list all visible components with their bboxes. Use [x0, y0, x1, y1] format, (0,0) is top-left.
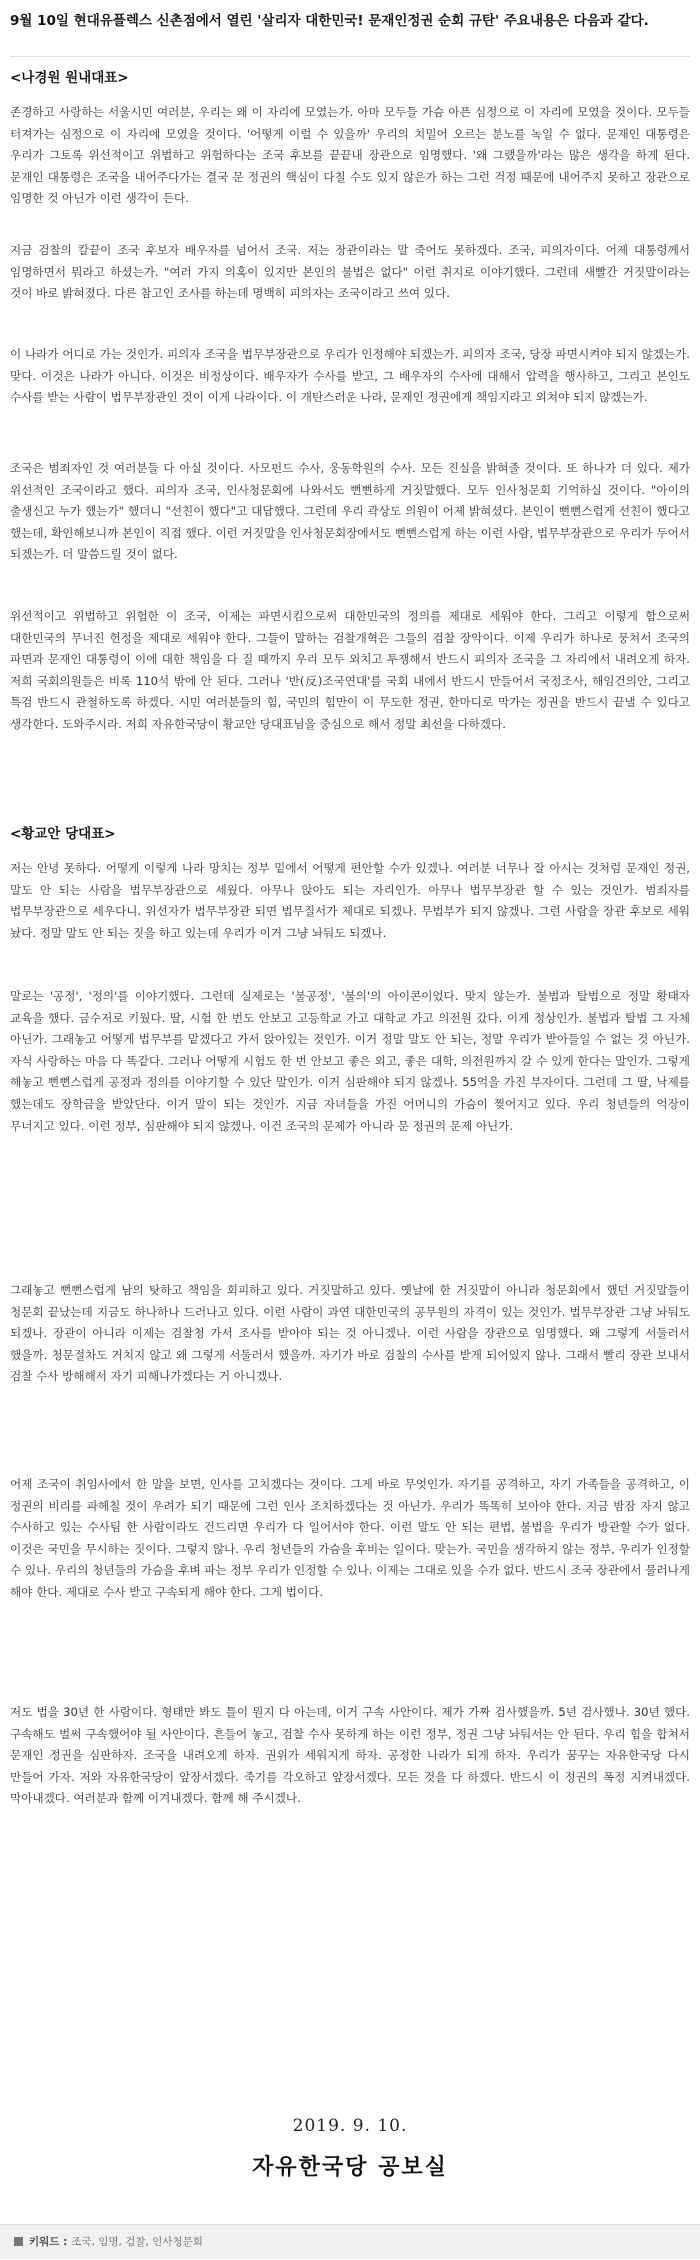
paragraph: 어제 조국이 취임사에서 한 말을 보면, 인사를 고치겠다는 것이다. 그게 바로 무엇인가. 자기를 공격하고, 자기 가족들을 공격하고, 이 정권의 비리를 파헤칠 것이 우려가 되기 때문에 그런 인사 조치하겠다는 것 아닌가. 우리가 똑똑히 보아야 한다. 지금 밤잠 자지 않고 수사하고 있는 수사팀 한 사람이라도 건드리면 우리가 다 일어서야 한다. 이런 말도 안 되는 편법, 불법을 우리가 방관할 수가 없다. 이것은 국민을 무시하는 짓이다. 그렇지 않나. 우리 청년들의 가슴을 후비는 일이다. 맞는가. 국민을 생각하지 않는 정부, 우리가 인정할 수 있나. 우리의 청년들의 가슴을 후벼 파는 정부 우리가 인정할 수 있나. 이제는 그대로 있을 수가 없다. 반드시 조국 장관에서 물러나게 해야 한다. 제대로 수사 받고 구속되게 해야 한다. 그게 법이다. [10, 1477, 690, 1599]
keywords-bar [0, 2224, 700, 2259]
section-title-na: <나경원 원내대표> [10, 70, 129, 86]
release-date: 2019. 9. 10. [292, 2116, 408, 2136]
tag-icon [14, 2237, 23, 2246]
keywords-values: 조국, 임명, 검찰, 인사청문회 [71, 2236, 203, 2248]
paragraph: 조국은 범죄자인 것 여러분들 다 아실 것이다. 사모펀드 수사, 웅동학원의 수사. 모든 진실을 밝혀줄 것이다. 또 하나가 더 있다. 제가 위선적인 조국이라고 했다. 피의자 조국, 인사청문회에 나와서도 뻔뻔하게 거짓말했다. 모두 인사청문회 기억하실 것이다. "아이의 출생신고 누가 했는가" 했더니 "선친이 했다"고 대답했다. 그런데 우리 곽상도 의원이 어제 밝혀셨다. 본인이 뻔뻔스럽게 선친이 했다고 했는데, 확인해보니까 본인이 직접 했다. 이런 거짓말을 인사청문회장에서도 뻔뻔스럽게 하는 이런 사람, 법무부장관으로 우리가 두어서 되겠는가. 더 말씀드릴 것이 없다. [10, 461, 690, 562]
intro-text: 9월 10일 현대유플렉스 신촌점에서 열린 '살리자 대한민국! 문재인정권 순회 규탄' 주요내용은 다음과 같다. [10, 13, 649, 29]
section-title-hwang: <황교안 당대표> [10, 826, 116, 842]
paragraph: 이 나라가 어디로 가는 것인가. 피의자 조국을 법무부장관으로 우리가 인정해야 되겠는가. 피의자 조국, 당장 파면시켜야 되지 않겠는가. 맞다. 이것은 나라가 아니다. 이것은 비정상이다. 배우자가 수사를 받고, 그 배우자의 수사에 대해서 압력을 행사하고, 그리고 본인도 수사를 받는 사람이 법무부장관인 것이 이게 나라이다. 이 개탄스러운 나라, 문재인 정권에게 책임지라고 외쳐야 되지 않겠는가. [10, 347, 690, 405]
issuing-office: 자유한국당 공보실 [252, 2155, 448, 2180]
paragraph: 위선적이고 위법하고 위험한 이 조국, 이제는 파면시킴으로써 대한민국의 정의를 제대로 세워야 한다. 그리고 이렇게 함으로써 대한민국의 무너진 헌정을 제대로 세워야 한다. 그들이 말하는 검찰개혁은 그들의 검찰 장악이다. 이제 우리가 하나로 뭉쳐서 조국의 파면과 문재인 대통령이 이에 대한 책임을 다 질 때까지 우리 모두 외치고 투쟁해서 반드시 피의자 조국을 그 자리에서 내려오게 하자. 저희 국회의원들은 비록 110석 밖에 안 된다. 그러나 '반(反)조국연대'를 국회 내에서 반드시 만들어서 국정조사, 해임건의안, 그리고 특검 반드시 관철하도록 하겠다. 시민 여러분들의 힘, 국민의 힘만이 이 무도한 정권, 한마디로 막가는 정권을 반드시 끝낼 수 있다고 생각한다. 도와주시라. 저희 자유한국당이 황교안 당대표님을 중심으로 해서 정말 최선을 다하겠다. [10, 609, 690, 731]
paragraph: 지금 검찰의 칼끝이 조국 후보자 배우자를 넘어서 조국. 저는 장관이라는 말 죽어도 못하겠다. 조국, 피의자이다. 어제 대통령께서 임명하면서 뭐라고 하셨는가. "여러 가지 의혹이 있지만 본인의 불법은 없다" 이런 취지로 이야기했다. 그런데 새빨간 거짓말이라는 것이 바로 밝혀졌다. 다른 참고인 조사를 하는데 명백히 피의자는 조국이라고 쓰여 있다. [10, 243, 690, 301]
paragraph: 저는 안녕 못하다. 어떻게 이렇게 나라 망치는 정부 밑에서 어떻게 편안할 수가 있겠나. 여러분 너무나 잘 아시는 것처럼 문재인 정권, 말도 안 되는 사람을 법무부장관으로 세웠다. 아무나 앉아도 되는 자리인가. 아무나 법무부장관 할 수 있는 것인가. 범죄자를 법무부장관으로 세우다니. 위선자가 법무부장관 되면 법무질서가 제대로 되겠나. 무법부가 되지 않겠나. 그런 사람을 장관 후보로 세워 놨다. 정말 말도 안 되는 짓을 하고 있는데 우리가 이거 그냥 놔둬도 되겠나. [10, 861, 690, 940]
keywords-label: 키워드 : [29, 2236, 68, 2248]
paragraph: 말로는 '공정', '정의'를 이야기했다. 그런데 실제로는 '불공정', '불의'의 아이콘이었다. 맞지 않는가. 불법과 탈법으로 정말 황태자 교육을 했다. 금수저로 키웠다. 딸, 시험 한 번도 안보고 고등학교 가고 대학교 가고 의전원 갔다. 이게 정상인가. 불법과 탈법 그 자체 아닌가. 그래놓고 어떻게 법무부를 맡겠다고 가서 앉아있는 것인가. 이거 정말 말도 안 되는, 정말 우리가 받아들일 수 없는 것 아닌가. 자식 사랑하는 마음 다 똑같다. 그러나 어떻게 시험도 한 번 안보고 좋은 외고, 좋은 대학, 의전원까지 갈 수 있게 한다는 말인가. 그렇게 해놓고 뻔뻔스럽게 공정과 정의를 이야기할 수 있단 말인가. 이거 심판해야 되지 않겠나. 55억을 가진 부자이다. 그런데 그 딸, 낙제를 했는데도 장학금을 받았단다. 이거 말이 되는 것인가. 지금 자녀들을 가진 어머니의 가슴이 찢어지고 있다. 우리 청년들의 억장이 무너지고 있다. 이런 정부, 심판해야 되지 않겠나. 이건 조국의 문제가 아니라 문 정권의 문제 아닌가. [10, 989, 690, 1133]
paragraph: 존경하고 사랑하는 서울시민 여러분, 우리는 왜 이 자리에 모였는가. 아마 모두들 가슴 아픈 심정으로 이 자리에 모였을 것이다. 모두들 터져가는 심정으로 이 자리에 모였을 것이다. '어떻게 이럴 수 있을까' 우리의 치밀어 오르는 분노를 녹일 수 없다. 문재인 대통령은 우리가 그토록 위선적이고 위법하고 위험하다는 조국 후보를 끝끝내 장관으로 임명했다. '왜 그랬을까'라는 많은 생각을 하게 된다. 문재인 대통령은 조국을 내어주다가는 결국 문 정권의 핵심이 다칠 수도 있지 않은가 하는 그런 걱정 때문에 내어주지 못하고 장관으로 임명한 것 아닌가 이런 생각이 든다. [10, 105, 690, 206]
paragraph: 저도 법을 30년 한 사람이다. 형태만 봐도 틀이 뭔지 다 아는데, 이거 구속 사안이다. 제가 가짜 검사했을까. 5년 검사했나. 30년 했다. 구속해도 벌써 구속했어야 될 사안이다. 흔들어 놓고, 검찰 수사 못하게 하는 이런 정부, 정권 그냥 놔둬서는 안 된다. 우리 힘을 합쳐서 문재인 정권을 심판하자. 조국을 내려오게 하자. 권위가 세워지게 하자. 공정한 나라가 되게 하자. 우리가 꿈꾸는 자유한국당 다시 만들어 가자. 저와 자유한국당이 앞장서겠다. 죽기를 각오하고 앞장서겠다. 모든 것을 다 하겠다. 반드시 이 정권의 폭정 지켜내겠다. 막아내겠다. 여러분과 함께 이겨내겠다. 함께 해 주시겠나. [10, 1705, 690, 1806]
divider [10, 56, 690, 57]
paragraph: 그래놓고 뻔뻔스럽게 남의 탓하고 책임을 회피하고 있다. 거짓말하고 있다. 옛날에 한 거짓말이 아니라 청문회에서 했던 거짓말들이 청문회 끝났는데 지금도 하나하나 드러나고 있다. 이런 사람이 과연 대한민국의 공무원의 자격이 있는 것인가. 법무부장관 그냥 놔둬도 되겠나. 장관이 아니라 이제는 검찰청 가서 조사를 받아야 되는 것 아니겠나. 이런 사람을 장관으로 임명했다. 왜 그렇게 서둘러서 했을까. 청문절차도 거치지 않고 왜 그렇게 서둘러서 했을까. 자기가 바로 검찰의 수사를 받게 되어있지 않나. 그래서 빨리 장관 보내서 검찰 수사 방해해서 자기 피해나가겠다는 거 아니겠나. [10, 1283, 690, 1384]
